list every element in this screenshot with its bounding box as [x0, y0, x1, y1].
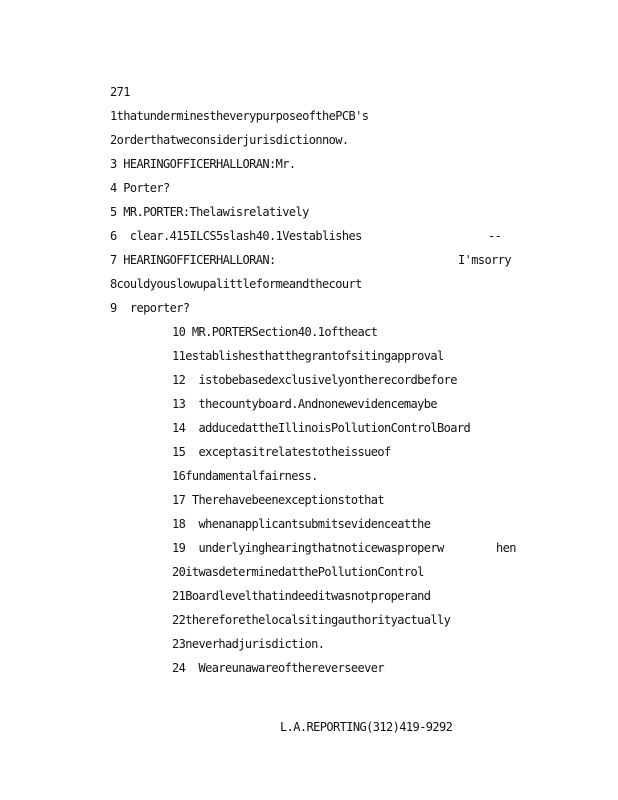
transcript-line-24 — [172, 661, 384, 675]
transcript-line-22 — [172, 613, 450, 627]
line-text: establishesthatthegrantofsitingapproval — [185, 349, 444, 363]
line-text: exceptasitrelatestotheissueof — [198, 445, 391, 459]
line-number: 23 — [172, 637, 186, 651]
line-text: fundamentalfairness. — [185, 469, 318, 483]
line-number: 3 — [110, 157, 117, 171]
line-text: Porter? — [123, 181, 170, 195]
line-number: 19 — [172, 541, 186, 555]
page-number: 271 — [110, 85, 130, 99]
line-number: 6 — [110, 229, 117, 243]
line-text: Boardlevelthatindeeditwasnotproperand — [185, 589, 431, 603]
line-text: MR.PORTER:Thelawisrelatively — [123, 205, 309, 219]
line-text: itwasdeterminedatthePollutionControl — [185, 565, 424, 579]
line-number: 18 — [172, 517, 186, 531]
transcript-line-4 — [110, 181, 170, 195]
line-number: 1 — [110, 109, 117, 123]
transcript-line-8 — [110, 277, 362, 291]
line-text: thatunderminestheverypurposeofthePCB's — [116, 109, 369, 123]
transcript-line-13 — [172, 397, 437, 411]
line-text: adducedattheIllinoisPollutionControlBoard — [198, 421, 471, 435]
line-text: couldyouslowupalittleformeandthecourt — [116, 277, 362, 291]
line-text: Therehavebeenexceptionstothat — [191, 493, 384, 507]
line-number: 15 — [172, 445, 186, 459]
line-7-tail: I'msorry — [458, 253, 511, 267]
line-number: 10 — [172, 325, 186, 339]
line-text: istobebasedexclusivelyontherecordbefore — [198, 373, 457, 387]
line-number: 12 — [172, 373, 186, 387]
line-number: 13 — [172, 397, 186, 411]
line-19-tail: hen — [496, 541, 516, 555]
line-text: neverhadjurisdiction. — [185, 637, 325, 651]
transcript-line-15 — [172, 445, 391, 459]
transcript-line-9 — [110, 301, 190, 315]
transcript-line-3 — [110, 157, 296, 171]
transcript-line-10 — [172, 325, 377, 339]
line-6-dash: -- — [488, 229, 502, 243]
line-text: thecountyboard.Andnonewevidencemaybe — [198, 397, 437, 411]
transcript-line-12 — [172, 373, 457, 387]
transcript-line-14 — [172, 421, 470, 435]
transcript-line-17 — [172, 493, 384, 507]
line-number: 9 — [110, 301, 117, 315]
transcript-line-20 — [172, 565, 424, 579]
line-number: 24 — [172, 661, 186, 675]
line-number: 21 — [172, 589, 186, 603]
reporting-footer: L.A.REPORTING(312)419-9292 — [280, 720, 453, 734]
transcript-line-23 — [172, 637, 324, 651]
line-number: 20 — [172, 565, 186, 579]
line-text: MR.PORTERSection40.1oftheact — [191, 325, 378, 339]
transcript-line-2 — [110, 133, 349, 147]
transcript-line-16 — [172, 469, 318, 483]
line-number: 14 — [172, 421, 186, 435]
line-number: 16 — [172, 469, 186, 483]
line-number: 8 — [110, 277, 117, 291]
line-text: HEARINGOFFICERHALLORAN: — [123, 253, 276, 267]
line-number: 5 — [110, 205, 117, 219]
line-number: 2 — [110, 133, 117, 147]
line-number: 11 — [172, 349, 186, 363]
transcript-line-1 — [110, 109, 368, 123]
line-number: 17 — [172, 493, 186, 507]
line-text: HEARINGOFFICERHALLORAN:Mr. — [123, 157, 296, 171]
transcript-line-21 — [172, 589, 430, 603]
transcript-line-7 — [110, 253, 276, 267]
line-text: whenanapplicantsubmitsevidenceatthe — [198, 517, 431, 531]
line-number: 22 — [172, 613, 186, 627]
line-number: 4 — [110, 181, 117, 195]
line-text: clear.415ILCS5slash40.1Vestablishes — [129, 229, 362, 243]
transcript-line-6 — [110, 229, 362, 243]
transcript-line-18 — [172, 517, 430, 531]
line-text: Weareunawareofthereverseever — [198, 661, 384, 675]
transcript-line-5 — [110, 205, 309, 219]
line-number: 7 — [110, 253, 117, 267]
line-text: orderthatweconsiderjurisdictionnow. — [116, 133, 349, 147]
line-text: underlyinghearingthatnoticewasproperw — [198, 541, 444, 555]
transcript-line-11 — [172, 349, 444, 363]
line-text: reporter? — [129, 301, 190, 315]
line-text: thereforethelocalsitingauthorityactually — [185, 613, 451, 627]
transcript-line-19 — [172, 541, 444, 555]
